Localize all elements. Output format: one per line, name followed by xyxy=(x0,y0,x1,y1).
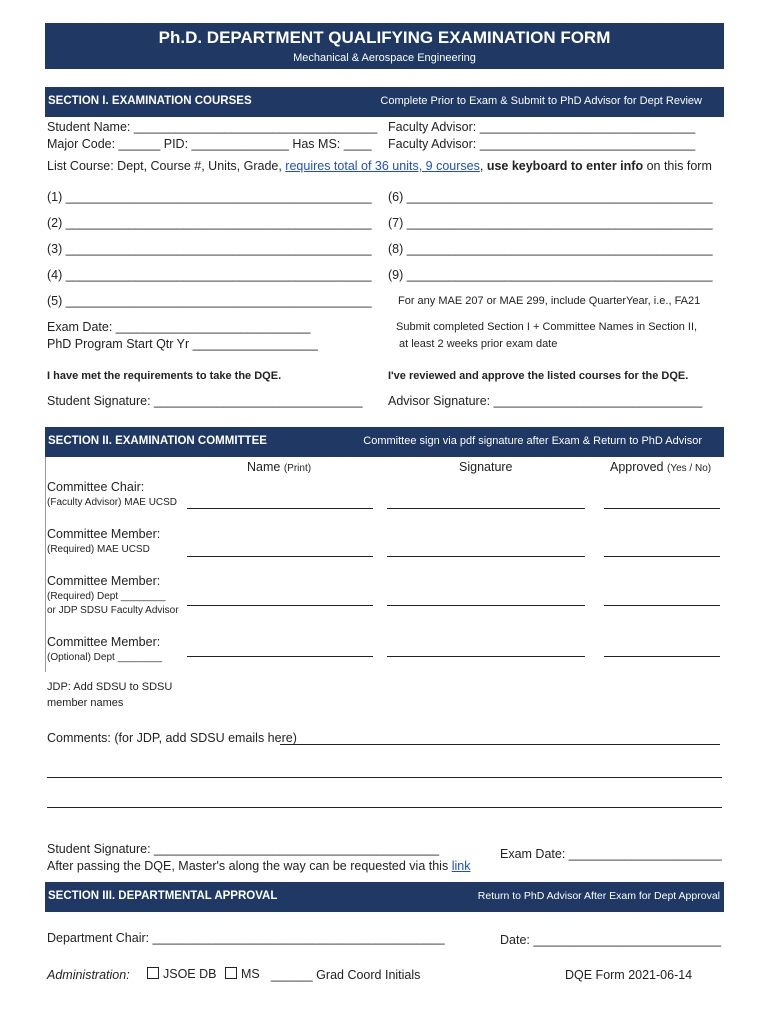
major-code-field[interactable]: Major Code: ______ PID: ______________ Has MS: ____ xyxy=(47,137,372,151)
list-course-instructions: List Course: Dept, Course #, Units, Grade, requires total of 36 units, 9 courses, use keyboard to enter info on this form xyxy=(47,159,712,173)
course-line-9[interactable]: (9) ____________________________________________ xyxy=(388,268,713,282)
course-line-4[interactable]: (4) ____________________________________________ xyxy=(47,268,372,282)
member2-signature-line[interactable] xyxy=(387,605,585,606)
advisor-signature-field[interactable]: Advisor Signature: ______________________________ xyxy=(388,394,703,408)
faculty-advisor-field-2[interactable]: Faculty Advisor: _______________________________ xyxy=(388,137,696,151)
form-subtitle: Mechanical & Aerospace Engineering xyxy=(293,52,476,64)
course-line-7[interactable]: (7) ____________________________________________ xyxy=(388,216,713,230)
submit-note-line1: Submit completed Section I + Committee Names in Section II, xyxy=(396,321,698,333)
form-title-banner xyxy=(45,23,724,69)
committee-role-label: Committee Member: xyxy=(47,574,161,588)
student-name-field[interactable]: Student Name: ___________________________________ xyxy=(47,120,378,134)
course-line-2[interactable]: (2) ____________________________________________ xyxy=(47,216,372,230)
section2-header xyxy=(45,427,724,457)
faculty-advisor-field-1[interactable]: Faculty Advisor: _______________________________ xyxy=(388,120,696,134)
advisor-statement: I've reviewed and approve the listed courses for the DQE. xyxy=(388,370,689,382)
section2-title: SECTION II. EXAMINATION COMMITTEE xyxy=(48,435,267,447)
committee-role-sub: or JDP SDSU Faculty Advisor xyxy=(47,605,179,616)
member3-name-line[interactable] xyxy=(187,656,373,657)
course-line-5[interactable]: (5) ____________________________________________ xyxy=(47,294,372,308)
grad-coord-initials-field[interactable]: ______ Grad Coord Initials xyxy=(271,968,421,982)
list-course-text: List Course: Dept, Course #, Units, Grade, xyxy=(47,159,286,173)
column-signature-header: Signature xyxy=(459,460,513,474)
section1-note: Complete Prior to Exam & Submit to PhD Advisor for Dept Review xyxy=(380,95,702,107)
column-approved-header: Approved (Yes / No) xyxy=(610,460,712,474)
committee-role-label: Committee Member: xyxy=(47,527,161,541)
member3-approved-line[interactable] xyxy=(604,656,720,657)
member2-name-line[interactable] xyxy=(187,605,373,606)
comments-label: Comments: (for JDP, add SDSU emails here) xyxy=(47,731,297,745)
jsoe-db-checkbox[interactable] xyxy=(147,967,159,979)
committee-chair-name-line[interactable] xyxy=(187,508,373,509)
course-line-6[interactable]: (6) ____________________________________________ xyxy=(388,190,713,204)
course-line-1[interactable]: (1) ____________________________________________ xyxy=(47,190,372,204)
committee-role-sub: (Faculty Advisor) MAE UCSD xyxy=(47,497,178,508)
committee-role-sub: (Required) Dept ________ xyxy=(47,591,166,602)
section2-note: Committee sign via pdf signature after Exam & Return to PhD Advisor xyxy=(363,435,702,447)
administration-label: Administration: xyxy=(47,968,130,982)
member1-approved-line[interactable] xyxy=(604,556,720,557)
column-name-header: Name (Print) xyxy=(247,460,312,474)
exam-date-field-2[interactable]: Exam Date: ______________________ xyxy=(500,847,722,861)
section3-header xyxy=(45,882,724,912)
section3-note: Return to PhD Advisor After Exam for Dept Approval xyxy=(477,890,720,902)
form-id-label: DQE Form 2021-06-14 xyxy=(565,968,693,982)
student-statement: I have met the requirements to take the DQE. xyxy=(47,370,282,382)
section3-title: SECTION III. DEPARTMENTAL APPROVAL xyxy=(48,890,278,902)
committee-role-label: Committee Member: xyxy=(47,635,161,649)
member3-signature-line[interactable] xyxy=(387,656,585,657)
course-line-8[interactable]: (8) ____________________________________________ xyxy=(388,242,713,256)
member1-name-line[interactable] xyxy=(187,556,373,557)
comments-line-3[interactable] xyxy=(47,807,722,808)
masters-note: After passing the DQE, Master's along the way can be requested via this link xyxy=(47,859,471,873)
jdp-note-line1: JDP: Add SDSU to SDSU xyxy=(47,681,173,693)
jsoe-db-option[interactable]: JSOE DB xyxy=(147,967,217,981)
section2-divider xyxy=(45,457,46,672)
comments-line-2[interactable] xyxy=(47,777,722,778)
exam-date-field[interactable]: Exam Date: ____________________________ xyxy=(47,320,311,334)
submit-note-line2: at least 2 weeks prior exam date xyxy=(399,338,558,350)
keyboard-instruction: use keyboard to enter info xyxy=(486,159,644,173)
committee-role-sub: (Required) MAE UCSD xyxy=(47,544,150,555)
mae-quarter-note: For any MAE 207 or MAE 299, include QuarterYear, i.e., FA21 xyxy=(398,295,701,307)
member2-approved-line[interactable] xyxy=(604,605,720,606)
requirements-link[interactable]: requires total of 36 units, 9 courses xyxy=(285,159,480,173)
committee-role-label: Committee Chair: xyxy=(47,480,145,494)
ms-checkbox[interactable] xyxy=(225,967,237,979)
jdp-note-line2: member names xyxy=(47,697,124,709)
masters-link[interactable]: link xyxy=(451,859,471,873)
student-signature-field[interactable]: Student Signature: ______________________________ xyxy=(47,394,363,408)
committee-role-sub: (Optional) Dept ________ xyxy=(47,652,163,663)
member1-signature-line[interactable] xyxy=(387,556,585,557)
section1-title: SECTION I. EXAMINATION COURSES xyxy=(48,95,252,107)
approval-date-field[interactable]: Date: ___________________________ xyxy=(500,933,722,947)
form-title: Ph.D. DEPARTMENT QUALIFYING EXAMINATION FORM xyxy=(158,28,611,47)
student-signature-field-2[interactable]: Student Signature: _________________________________________ xyxy=(47,842,440,856)
committee-chair-approved-line[interactable] xyxy=(604,508,720,509)
program-start-field[interactable]: PhD Program Start Qtr Yr __________________ xyxy=(47,337,318,351)
ms-option[interactable]: MS xyxy=(225,967,260,981)
committee-chair-signature-line[interactable] xyxy=(387,508,585,509)
department-chair-field[interactable]: Department Chair: __________________________________________ xyxy=(47,931,445,945)
section1-header xyxy=(45,87,724,117)
comments-line-1[interactable] xyxy=(280,744,720,745)
course-line-3[interactable]: (3) ____________________________________________ xyxy=(47,242,372,256)
